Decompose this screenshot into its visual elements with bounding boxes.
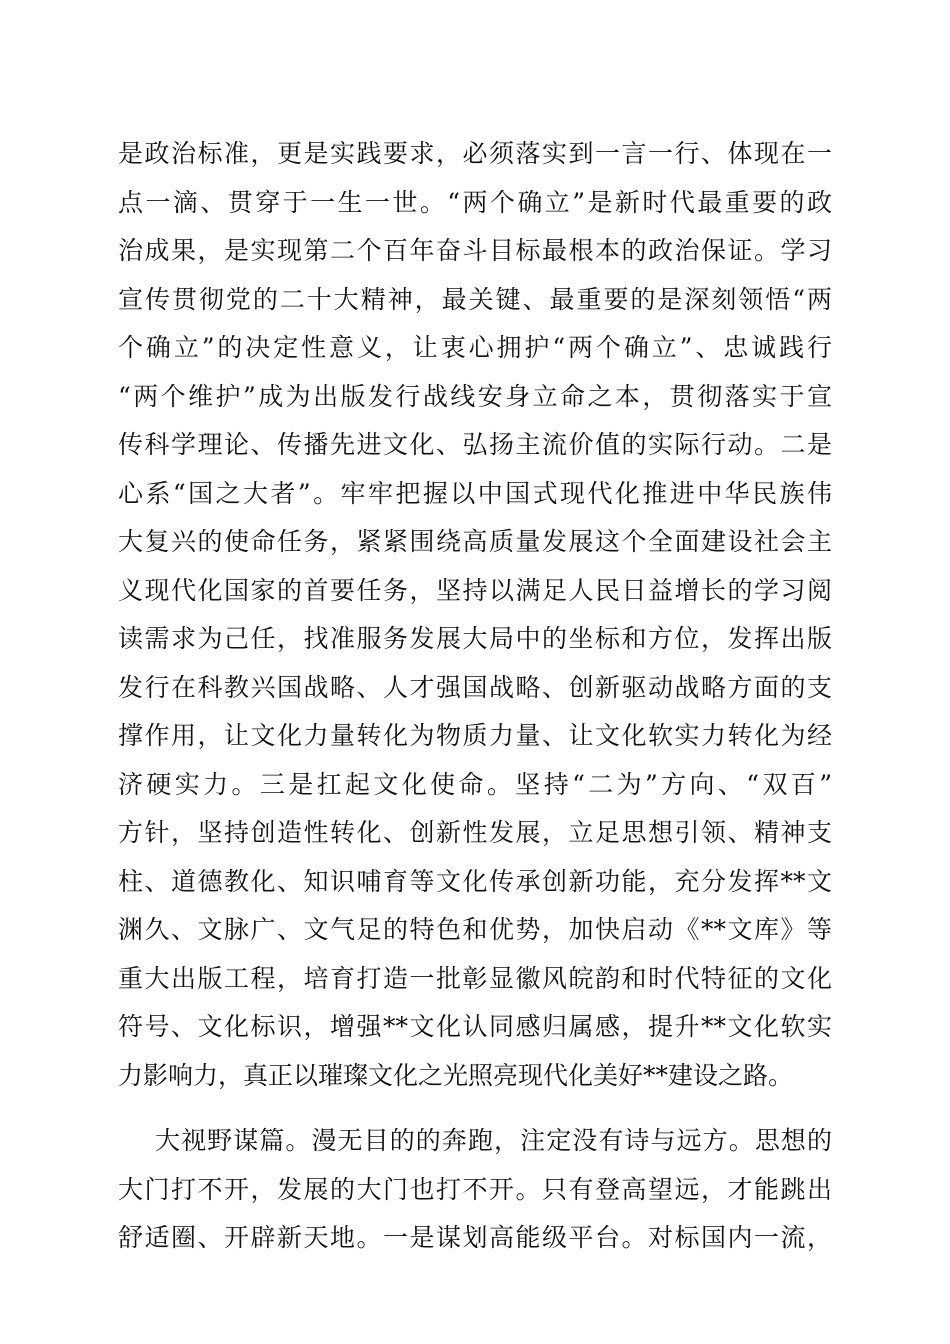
paragraph-line: 发行在科教兴国战略、人才强国战略、创新驱动战略方面的支 xyxy=(118,672,832,702)
paragraph-line: 治成果，是实现第二个百年奋斗目标最根本的政治保证。学习 xyxy=(118,236,832,265)
paragraph-line: 重大出版工程，培育打造一批彰显徽风皖韵和时代特征的文化 xyxy=(118,963,832,993)
paragraph-line: 撑作用，让文化力量转化为物质力量、让文化软实力转化为经 xyxy=(118,721,832,750)
paragraph-1 xyxy=(118,130,832,1100)
paragraph-line: 方针，坚持创造性转化、创新性发展，立足思想引领、精神支 xyxy=(118,818,832,847)
paragraph-line: 个确立”的决定性意义，让衷心拥护“两个确立”、忠诚践行 xyxy=(118,333,832,362)
paragraph-line: 济硬实力。三是扛起文化使命。坚持“二为”方向、“双百” xyxy=(118,769,832,799)
paragraph-line: 心系“国之大者”。牢牢把握以中国式现代化推进中华民族伟 xyxy=(118,478,832,508)
paragraph-line: 舒适圈、开辟新天地。一是谋划高能级平台。对标国内一流， xyxy=(118,1223,832,1252)
paragraph-line: 大门打不开，发展的大门也打不开。只有登高望远，才能跳出 xyxy=(118,1174,832,1204)
paragraph-line: 传科学理论、传播先进文化、弘扬主流价值的实际行动。二是 xyxy=(118,430,832,459)
paragraph-line: 宣传贯彻党的二十大精神，最关键、最重要的是深刻领悟“两 xyxy=(118,284,832,314)
paragraph-2 xyxy=(118,1117,832,1263)
paragraph-line: 柱、道德教化、知识哺育等文化传承创新功能，充分发挥**文 xyxy=(118,866,832,896)
paragraph-line: 义现代化国家的首要任务，坚持以满足人民日益增长的学习阅 xyxy=(118,575,832,605)
paragraph-line: 力影响力，真正以璀璨文化之光照亮现代化美好**建设之路。 xyxy=(118,1060,794,1090)
paragraph-line: 符号、文化标识，增强**文化认同感归属感，提升**文化软实 xyxy=(118,1012,832,1041)
paragraph-line: 读需求为己任，找准服务发展大局中的坐标和方位，发挥出版 xyxy=(118,624,832,653)
paragraph-line: 点一滴、贯穿于一生一世。“两个确立”是新时代最重要的政 xyxy=(118,187,832,217)
paragraph-line: 是政治标准，更是实践要求，必须落实到一言一行、体现在一 xyxy=(118,139,832,168)
paragraph-line: 渊久、文脉广、文气足的特色和优势，加快启动《**文库》等 xyxy=(118,915,832,944)
paragraph-line: 大视野谋篇。漫无目的的奔跑，注定没有诗与远方。思想的 xyxy=(155,1126,832,1155)
paragraph-line: 大复兴的使命任务，紧紧围绕高质量发展这个全面建设社会主 xyxy=(118,527,832,556)
paragraph-line: “两个维护”成为出版发行战线安身立命之本，贯彻落实于宣 xyxy=(118,381,832,411)
